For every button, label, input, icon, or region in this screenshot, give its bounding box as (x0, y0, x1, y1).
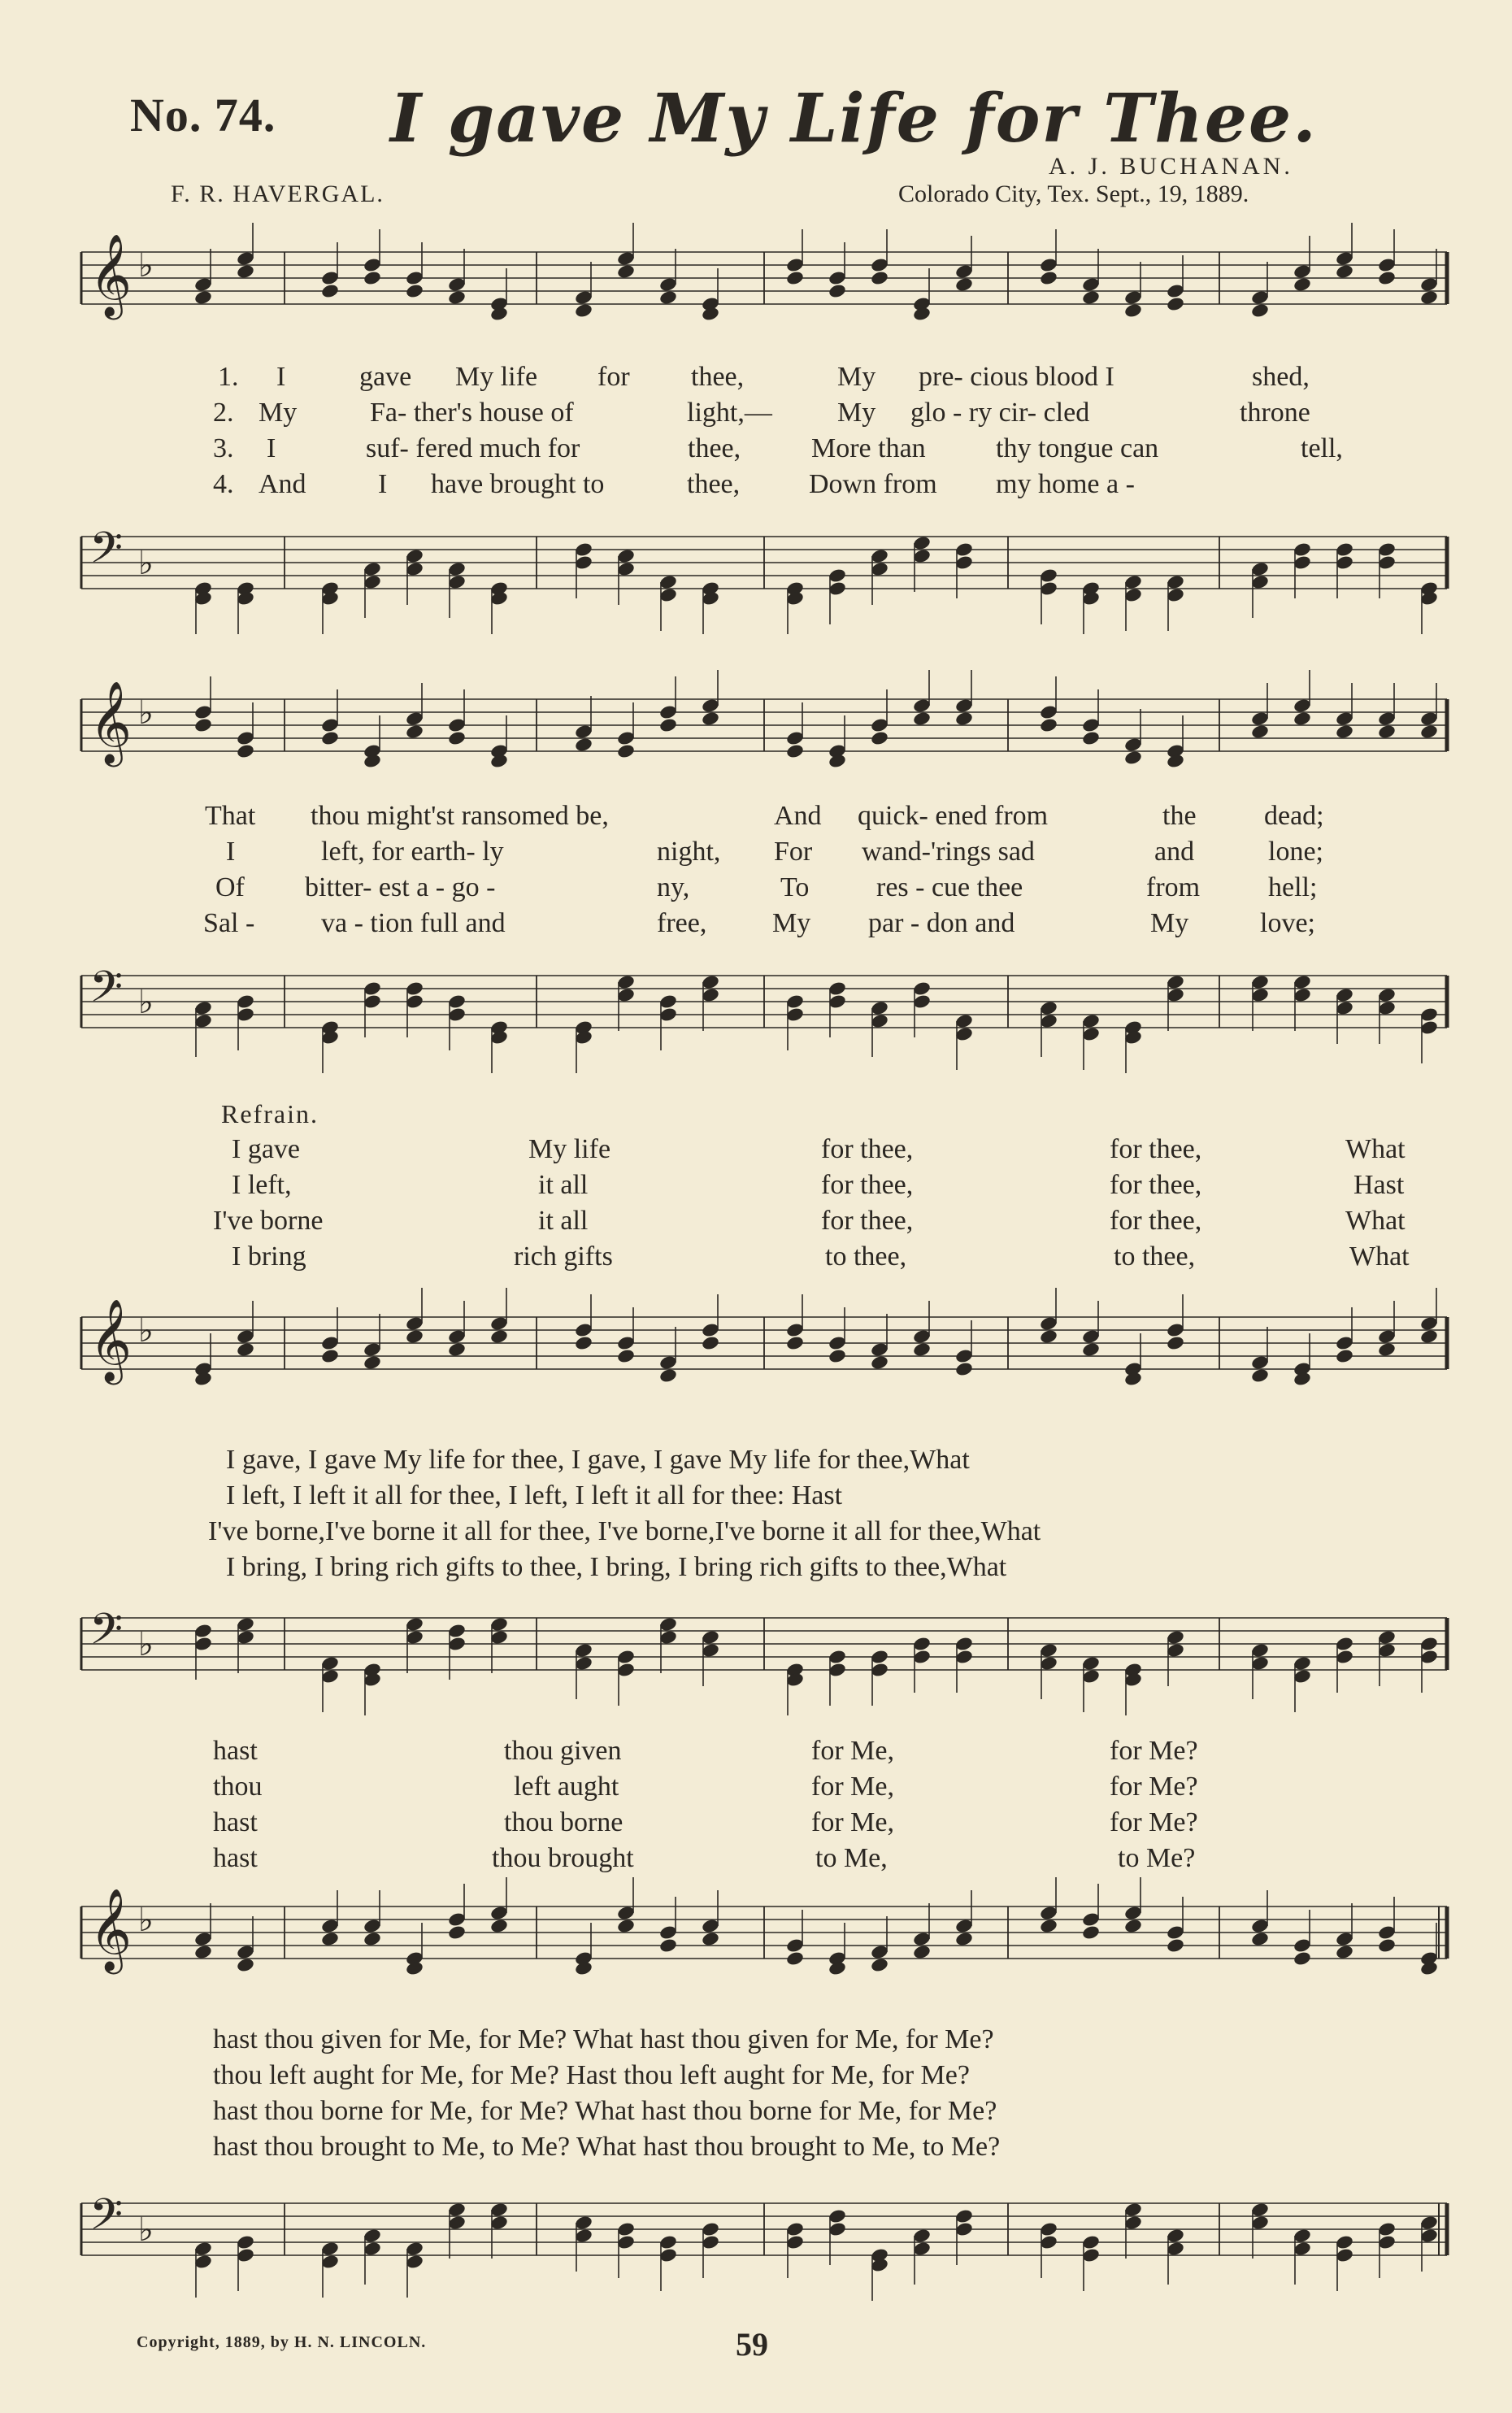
note-head (912, 1341, 932, 1358)
key-flat-icon: ♭ (138, 984, 154, 1021)
verse-2-line-a: 2. My Fa- ther's house of light,— My glo - ry cir- cled throne (213, 398, 1310, 428)
note-head (1335, 1944, 1354, 1960)
note-head (1123, 1918, 1143, 1934)
note-head (363, 1931, 382, 1947)
note-head (405, 1328, 424, 1345)
bass-staff-system-3 (81, 1602, 1447, 1707)
note-head (954, 711, 974, 727)
note-head (616, 743, 636, 759)
note-head (193, 1944, 213, 1960)
note-head (1123, 302, 1143, 319)
note-head (828, 283, 847, 299)
note-head (447, 289, 467, 306)
refrain-d-line-2: thou left aught for Me, for Me? (213, 1772, 1198, 1802)
note-head (1039, 717, 1058, 733)
refrain-e-line-4: hast thou brought to Me, to Me? What hast thou brought to Me, to Me? (213, 2132, 1001, 2162)
hymn-title: I gave My Life for Thee. (390, 80, 1318, 158)
note-head (658, 289, 678, 306)
note-head (1377, 1937, 1397, 1954)
treble-staff-system-2 (81, 680, 1447, 789)
note-head (785, 1950, 805, 1967)
note-head (1377, 1341, 1397, 1358)
refrain-e-line-3: hast thou borne for Me, for Me? What hast thou borne for Me, for Me? (213, 2096, 997, 2126)
refrain-c-line-3: I've borne,I've borne it all for thee, I've borne,I've borne it all for thee,What (208, 1516, 1041, 1546)
refrain-e-line-2: thou left aught for Me, for Me? Hast thou left aught for Me, for Me? (213, 2060, 970, 2090)
note-head (616, 1918, 636, 1934)
note-head (1293, 276, 1312, 293)
note-head (405, 283, 424, 299)
note-head (1166, 1335, 1185, 1351)
page-number: 59 (736, 2326, 768, 2363)
note-head (1250, 1931, 1270, 1947)
note-head (1335, 1348, 1354, 1364)
note-head (701, 1335, 720, 1351)
treble-clef-icon: 𝄞 (89, 233, 133, 316)
refrain-c-line-1: I gave, I gave My life for thee, I gave, I gave My life for thee,What (226, 1445, 970, 1475)
note-head (1419, 1328, 1439, 1345)
note-head (236, 1341, 255, 1358)
verse-3-line-b: Of bitter- est a - go - ny, To res - cue thee from hell; (215, 872, 1318, 902)
note-head (1377, 724, 1397, 740)
key-flat-icon: ♭ (138, 1626, 154, 1663)
note-head (870, 1957, 889, 1973)
note-head (1335, 724, 1354, 740)
note-head (954, 276, 974, 293)
bass-clef-icon: 𝄢 (89, 963, 124, 1023)
note-head (785, 270, 805, 286)
note-head (320, 1348, 340, 1364)
note-head (785, 1335, 805, 1351)
treble-staff-system-1 (81, 233, 1447, 341)
bass-staff-system-1 (81, 520, 1447, 626)
note-head (912, 1944, 932, 1960)
refrain-d-line-1: hast thou given for Me, for Me? (213, 1736, 1198, 1766)
note-head (320, 1931, 340, 1947)
note-head (1250, 302, 1270, 319)
note-head (1081, 730, 1101, 746)
note-head (1039, 1328, 1058, 1345)
note-head (447, 730, 467, 746)
note-head (1166, 296, 1185, 312)
composition-place-date: Colorado City, Tex. Sept., 19, 1889. (898, 180, 1249, 207)
verse-4-line-b: Sal - va - tion full and free, My par - don and My love; (203, 908, 1315, 938)
refrain-e-line-1: hast thou given for Me, for Me? What hast thou given for Me, for Me? (213, 2024, 994, 2054)
treble-clef-icon: 𝄞 (89, 1298, 133, 1381)
key-flat-icon: ♭ (138, 694, 154, 732)
key-flat-icon: ♭ (138, 2211, 154, 2249)
note-head (1377, 270, 1397, 286)
author: F. R. HAVERGAL. (171, 180, 385, 207)
treble-clef-icon: 𝄞 (89, 1887, 133, 1971)
refrain-c-line-2: I left, I left it all for thee, I left, I left it all for thee: Hast (226, 1480, 843, 1511)
key-flat-icon: ♭ (138, 545, 154, 582)
note-head (701, 1931, 720, 1947)
key-flat-icon: ♭ (138, 1902, 154, 1939)
note-head (236, 743, 255, 759)
note-head (1039, 1918, 1058, 1934)
note-head (1250, 1367, 1270, 1384)
note-head (616, 1348, 636, 1364)
note-head (1166, 1937, 1185, 1954)
note-head (489, 1918, 509, 1934)
note-head (912, 711, 932, 727)
note-head (236, 263, 255, 280)
verse-1-line-a: 1. I gave My life for thee, My pre- cious blood I shed, (218, 362, 1310, 392)
treble-staff-system-4 (81, 1887, 1447, 1996)
note-head (828, 1348, 847, 1364)
note-head (447, 1341, 467, 1358)
bass-staff-system-2 (81, 959, 1447, 1065)
note-head (1419, 724, 1439, 740)
note-head (870, 730, 889, 746)
note-head (447, 1924, 467, 1941)
note-head (1039, 270, 1058, 286)
note-head (320, 283, 340, 299)
note-head (701, 711, 720, 727)
note-head (363, 270, 382, 286)
bass-clef-icon: 𝄢 (89, 524, 124, 584)
refrain-d-line-3: hast thou borne for Me, for Me? (213, 1807, 1198, 1837)
note-head (1123, 750, 1143, 766)
note-head (1250, 724, 1270, 740)
refrain-line-2: I left, it all for thee, for thee, Hast (232, 1170, 1405, 1200)
note-head (1293, 1950, 1312, 1967)
refrain-line-4: I bring rich gifts to thee, to thee, What (232, 1241, 1410, 1272)
copyright-notice: Copyright, 1889, by H. N. LINCOLN. (137, 2333, 427, 2351)
hymn-number: No. 74. (130, 89, 276, 141)
note-head (489, 1328, 509, 1345)
refrain-d-line-4: hast thou brought to Me, to Me? (213, 1843, 1196, 1873)
note-head (574, 737, 593, 753)
note-head (320, 730, 340, 746)
refrain-line-3: I've borne it all for thee, for thee, What (213, 1206, 1406, 1236)
verse-3-line-a: 3. I suf- fered much for thee, More than thy tongue can tell, (213, 433, 1343, 463)
key-flat-icon: ♭ (138, 247, 154, 285)
refrain-line-1: I gave My life for thee, for thee, What (232, 1134, 1406, 1164)
note-head (785, 743, 805, 759)
key-flat-icon: ♭ (138, 1312, 154, 1350)
treble-staff-system-3 (81, 1298, 1447, 1406)
refrain-c-line-4: I bring, I bring rich gifts to thee, I bring, I bring rich gifts to thee,What (226, 1552, 1007, 1582)
note-head (1419, 289, 1439, 306)
note-head (658, 717, 678, 733)
note-head (1081, 289, 1101, 306)
verse-4-line-a: 4. And I have brought to thee, Down from my home a - (213, 469, 1135, 499)
note-head (574, 302, 593, 319)
note-head (236, 1957, 255, 1973)
note-head (616, 263, 636, 280)
note-head (954, 1931, 974, 1947)
note-head (363, 1354, 382, 1371)
bass-clef-icon: 𝄢 (89, 2190, 124, 2250)
note-head (574, 1335, 593, 1351)
composer: A. J. BUCHANAN. (1049, 153, 1293, 180)
verse-1-line-b: That thou might'st ransomed be, And quick- ened from the dead; (205, 801, 1324, 831)
note-head (954, 1361, 974, 1377)
bass-staff-system-4 (81, 2187, 1447, 2293)
refrain-label: Refrain. (221, 1099, 319, 1128)
note-head (193, 289, 213, 306)
note-head (1335, 263, 1354, 280)
note-head (658, 1367, 678, 1384)
note-head (1081, 1924, 1101, 1941)
bass-clef-icon: 𝄢 (89, 1605, 124, 1665)
verse-2-line-b: I left, for earth- ly night, For wand-'rings sad and lone; (226, 837, 1323, 867)
note-head (870, 270, 889, 286)
note-head (870, 1354, 889, 1371)
note-head (405, 724, 424, 740)
treble-clef-icon: 𝄞 (89, 680, 133, 763)
note-head (1293, 711, 1312, 727)
note-head (658, 1937, 678, 1954)
note-head (1081, 1341, 1101, 1358)
note-head (193, 717, 213, 733)
